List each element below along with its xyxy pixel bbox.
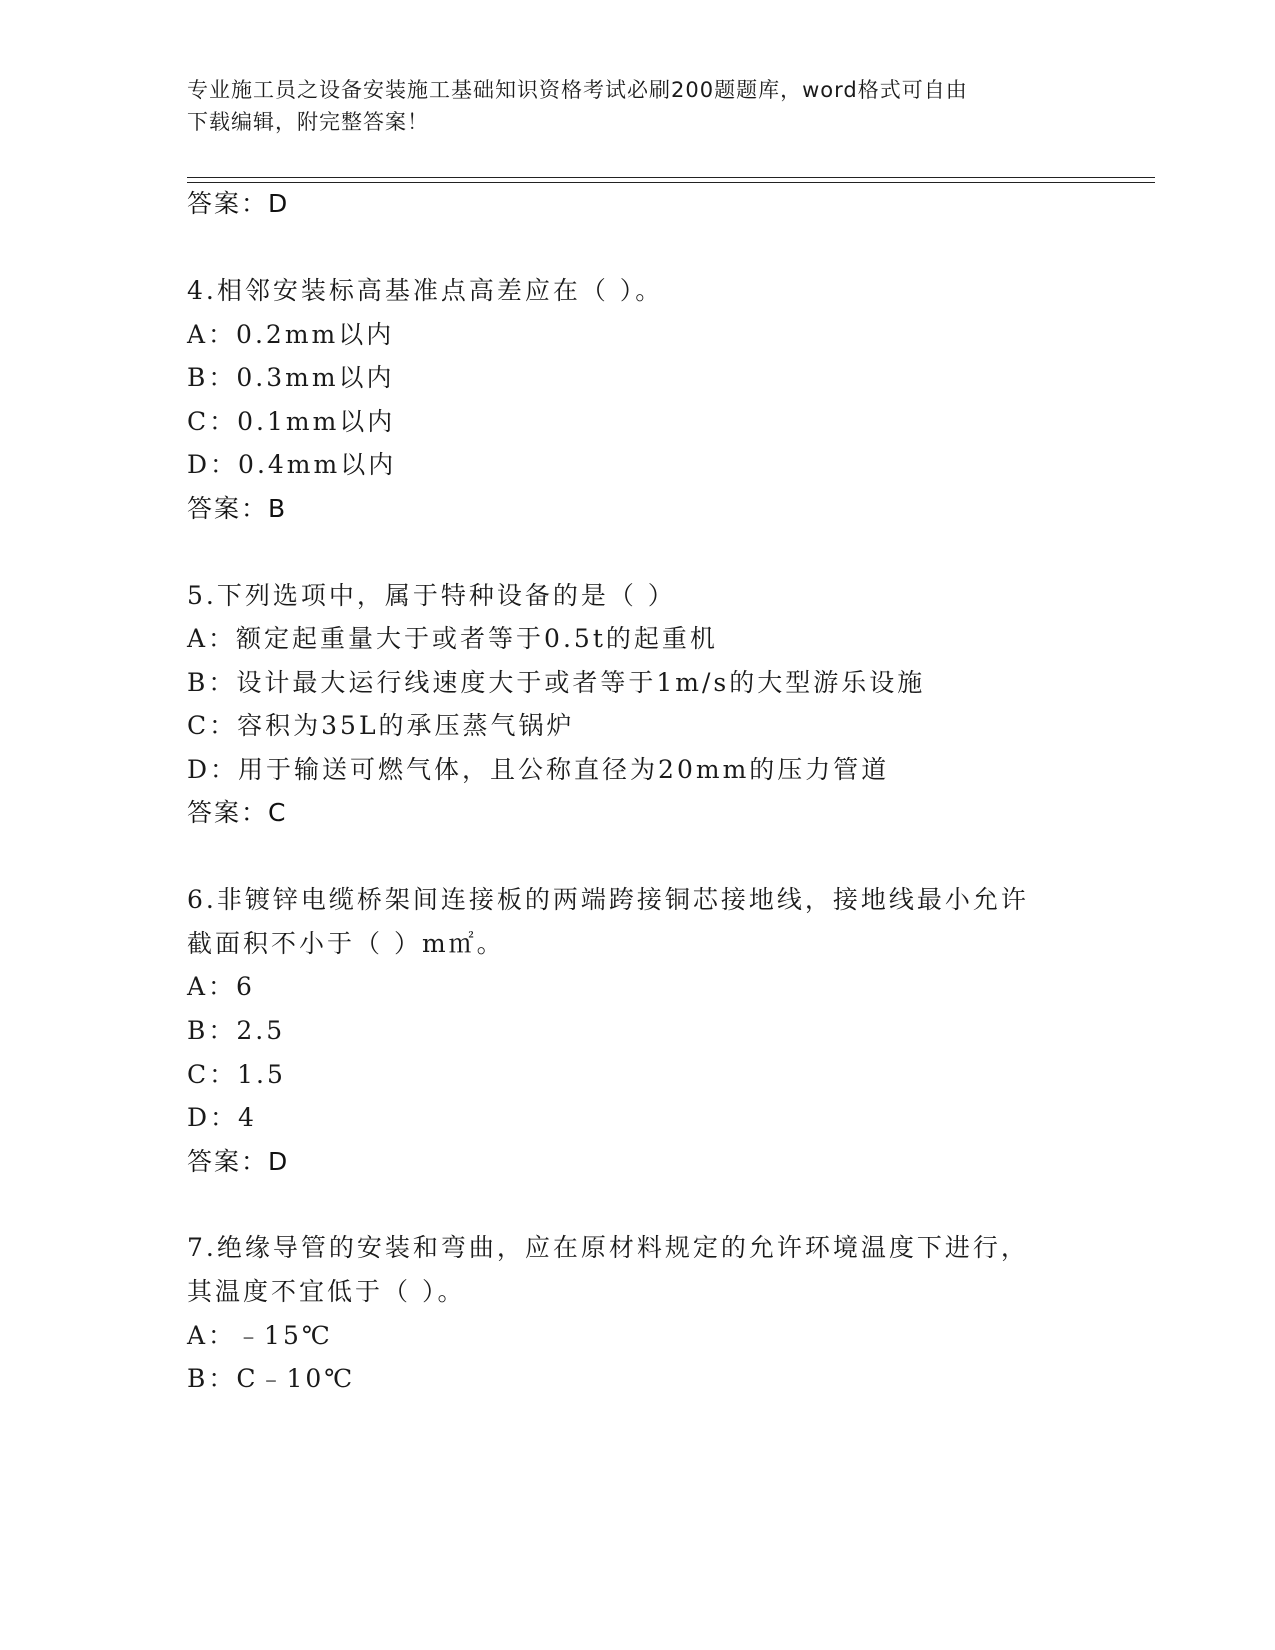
option-b: B：设计最大运行线速度大于或者等于1m/s的大型游乐设施: [187, 668, 926, 697]
option-a: A：﹣15℃: [187, 1321, 333, 1350]
option-b: B：2.5: [187, 1016, 286, 1045]
question-stem-continued: 截面积不小于（ ）m㎡。: [187, 929, 505, 958]
option-b: B：0.3mm以内: [187, 363, 395, 392]
answer-line: 答案：D: [187, 189, 290, 218]
document-header: [187, 74, 1087, 138]
option-d: D：用于输送可燃气体，且公称直径为20mm的压力管道: [187, 755, 890, 784]
question-stem: 4.相邻安装标高基准点高差应在（ ）。: [187, 276, 664, 305]
answer-line: 答案：D: [187, 1147, 290, 1176]
question-stem: 5.下列选项中，属于特种设备的是（ ）: [187, 581, 676, 610]
option-a: A：6: [187, 972, 255, 1001]
header-divider-bottom: [187, 182, 1155, 183]
header-line-2: 下载编辑，附完整答案！: [187, 110, 429, 134]
question-stem: 6.非镀锌电缆桥架间连接板的两端跨接铜芯接地线，接地线最小允许: [187, 885, 1029, 914]
option-c: C：1.5: [187, 1060, 286, 1089]
option-c: C：0.1mm以内: [187, 407, 396, 436]
option-c: C：容积为35L的承压蒸气锅炉: [187, 711, 575, 740]
answer-line: 答案：C: [187, 798, 288, 827]
header-line-1: 专业施工员之设备安装施工基础知识资格考试必刷200题题库，word格式可自由: [187, 78, 968, 102]
question-stem-continued: 其温度不宜低于（ ）。: [187, 1277, 466, 1306]
option-a: A：额定起重量大于或者等于0.5t的起重机: [187, 624, 718, 653]
option-b: B：C﹣10℃: [187, 1364, 356, 1393]
header-divider-top: [187, 177, 1155, 178]
option-d: D：4: [187, 1103, 257, 1132]
option-d: D：0.4mm以内: [187, 450, 397, 479]
question-stem: 7.绝缘导管的安装和弯曲，应在原材料规定的允许环境温度下进行，: [187, 1233, 1029, 1262]
answer-line: 答案：B: [187, 494, 288, 523]
option-a: A：0.2mm以内: [187, 320, 395, 349]
